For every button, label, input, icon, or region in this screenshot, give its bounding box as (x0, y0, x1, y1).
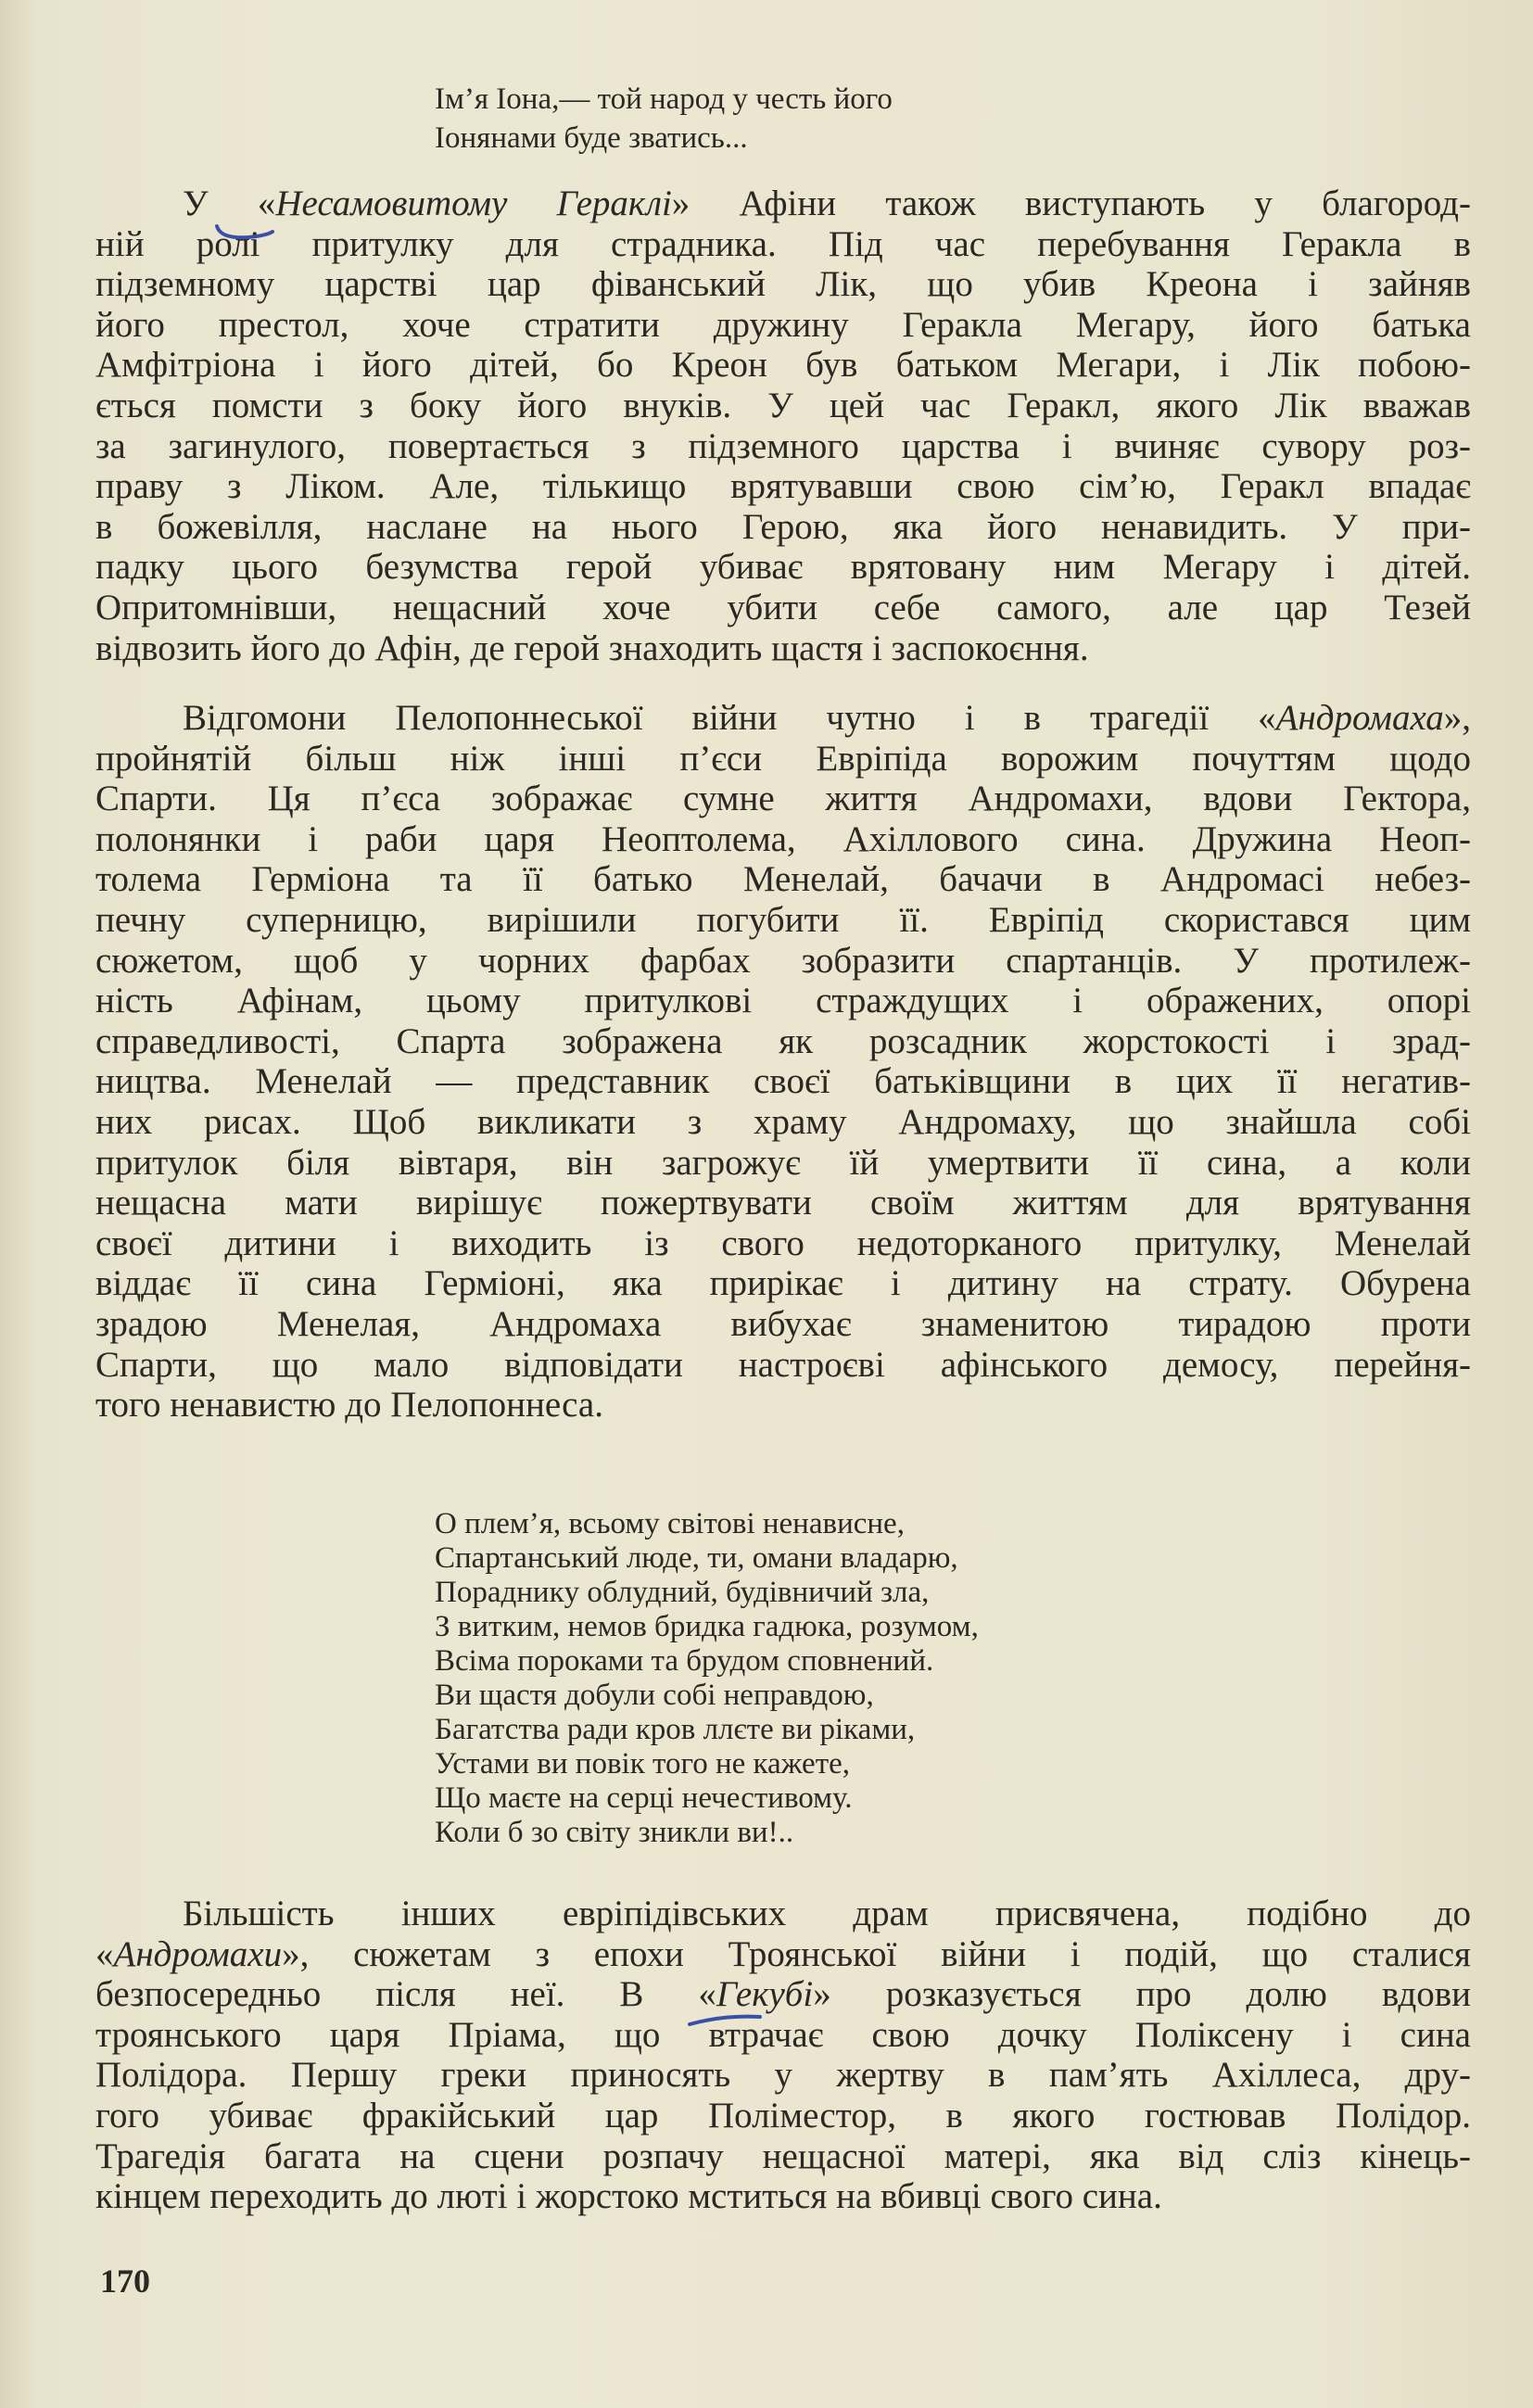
text-line: падку цього безумства герой убиває врятовану ним Мегару і дітей. (95, 547, 1471, 588)
text-line: його престол, хоче стратити дружину Геракла Мегару, його батька (95, 304, 1471, 345)
work-title: Гекубі (716, 1974, 814, 2015)
poem-line: Устами ви повік того не кажете, (435, 1747, 851, 1781)
text-line: них рисах. Щоб викликати з храму Андромаху, що знайшла собі (95, 1101, 1471, 1142)
poem-line: О плем’я, всьому світові ненависне, (435, 1507, 905, 1540)
text-line: ність Афінам, цьому притулкові страждущих і ображених, опорі (95, 981, 1471, 1021)
text-line: Опритомнівши, нещасний хоче убити себе самого, але цар Тезей (95, 587, 1471, 627)
epigraph-line: Ім’я Іона,— той народ у честь його (435, 82, 893, 116)
text-line: троянського царя Пріама, що втрачає свою дочку Поліксену і сина (95, 2014, 1471, 2055)
text-segment: », сюжетам з епохи Троянської війни і подій, що сталися (282, 1933, 1471, 1974)
text-line: відвозить його до Афін, де герой знаходить щастя і заспокоєння. (95, 627, 1089, 668)
text-line: Спарти, що мало відповідати настроєві афінського демосу, перейня- (95, 1344, 1471, 1385)
epigraph-line: Іонянами буде зватись... (435, 121, 748, 155)
text-segment: », (1443, 698, 1471, 738)
text-line: справедливості, Спарта зображена як розсадник жорстокості і зрад- (95, 1020, 1471, 1061)
text-line: зрадою Менелая, Андромаха вибухає знаменитою тирадою проти (95, 1303, 1471, 1344)
poem-line: Порадникy облудний, будівничий зла, (435, 1576, 930, 1609)
text-line: притулок біля вівтаря, він загрожує їй умертвити її сина, а коли (95, 1142, 1471, 1183)
poem-line: Ви щастя добули собі неправдою, (435, 1679, 874, 1712)
text-line: Амфітріона і його дітей, бо Креон був батьком Мегари, і Лік побою- (95, 345, 1471, 386)
text-line: Спарти. Ця п’єса зображає сумне життя Андромахи, вдови Гектора, (95, 779, 1471, 819)
poem-line: Спартанський люде, ти, омани владарю, (435, 1541, 958, 1575)
page-number: 170 (100, 2262, 150, 2300)
text-line: полонянки і раби царя Неоптолема, Ахіллового сина. Дружина Неоп- (95, 818, 1471, 859)
text-line (95, 1974, 1471, 2015)
text-line (95, 698, 1471, 739)
text-line: того ненавистю до Пелопоннеса. (95, 1385, 603, 1426)
text-line: в божевілля, наслане на нього Герою, яка його ненавидить. У при- (95, 506, 1471, 547)
poem-line: Багатства ради кров ллєте ви ріками, (435, 1713, 916, 1746)
poem-quote (435, 1507, 979, 1850)
text-segment: « (95, 1933, 114, 1974)
paragraph-hecuba (95, 1894, 1471, 2217)
pen-underline-mark (686, 2011, 797, 2034)
text-line: ництва. Менелай — представник своєї батьківщини в цих її негатив- (95, 1061, 1471, 1102)
work-title: Несамовитому Гераклі (275, 184, 672, 223)
text-line: Трагедія багата на сцени розпачу нещасної матері, яка від сліз кінець- (95, 2136, 1471, 2176)
text-line: підземному царстві цар фіванський Лік, що убив Креона і зайняв (95, 264, 1471, 305)
pen-underline-mark (211, 219, 323, 247)
paragraph-herakles (95, 184, 1471, 668)
text-line: кінцем переходить до люті і жорстоко мститься на вбивці свого сина. (95, 2176, 1162, 2217)
text-segment: » розказується про долю вдови (813, 1974, 1471, 2015)
text-line: толема Герміона та її батько Менелай, бачачи в Андромасі небез- (95, 859, 1471, 900)
text-line: ється помсти з боку його внуків. У цей час Геракл, якого Лік вважав (95, 385, 1471, 425)
text-line: ній ролі притулку для страдника. Під час перебування Геракла в (95, 223, 1471, 264)
work-title: Андромахи (113, 1933, 283, 1974)
text-line: віддає її сина Герміоні, яка прирікає і дитину на страту. Обурена (95, 1263, 1471, 1304)
text-line: праву з Ліком. Але, тількищо врятувавши свою сім’ю, Геракл впадає (95, 466, 1471, 507)
text-segment: У « (183, 184, 276, 223)
text-line: пройнятій більш ніж інші п’єси Евріпіда ворожим почуттям щодо (95, 738, 1471, 779)
text-line (95, 1934, 1471, 1975)
text-line: нещасна мати вирішує пожертвувати своїм життям для врятування (95, 1183, 1471, 1223)
text-line: за загинулого, повертається з підземного царства і вчиняє сувору роз- (95, 425, 1471, 466)
epigraph (435, 80, 893, 158)
text-line: сюжетом, щоб у чорних фарбах зобразити спартанців. У протилеж- (95, 940, 1471, 981)
text-line: своєї дитини і виходить із свого недоторканого притулку, Менелай (95, 1223, 1471, 1263)
text-segment: безпосередньо після неї. В « (95, 1974, 716, 2015)
text-line: гого убиває фракійський цар Поліместор, в якого гостював Полідор. (95, 2095, 1471, 2136)
poem-line: Всіма пороками та брудом сповнений. (435, 1644, 934, 1678)
text-line: Більшість інших евріпідівських драм присвячена, подібно до (183, 1894, 1471, 1933)
text-segment: Відгомони Пелопоннеської війни чутно і в трагедії « (183, 698, 1276, 738)
work-title: Андромаха (1275, 698, 1444, 738)
poem-line: З витким, немов бридка гадюка, розумом, (435, 1610, 979, 1643)
paragraph-andromache (95, 698, 1471, 1426)
text-line: Полідора. Першу греки приносять у жертву в пам’ять Ахіллеса, дру- (95, 2055, 1471, 2096)
poem-line: Коли б зо світу зникли ви!.. (435, 1816, 794, 1849)
text-line: печну суперницю, вирішили погубити її. Евріпід скористався цим (95, 899, 1471, 940)
text-segment: » Афіни також виступають у благород- (671, 184, 1471, 223)
poem-line: Що маєте на серці нечестивому. (435, 1781, 853, 1815)
